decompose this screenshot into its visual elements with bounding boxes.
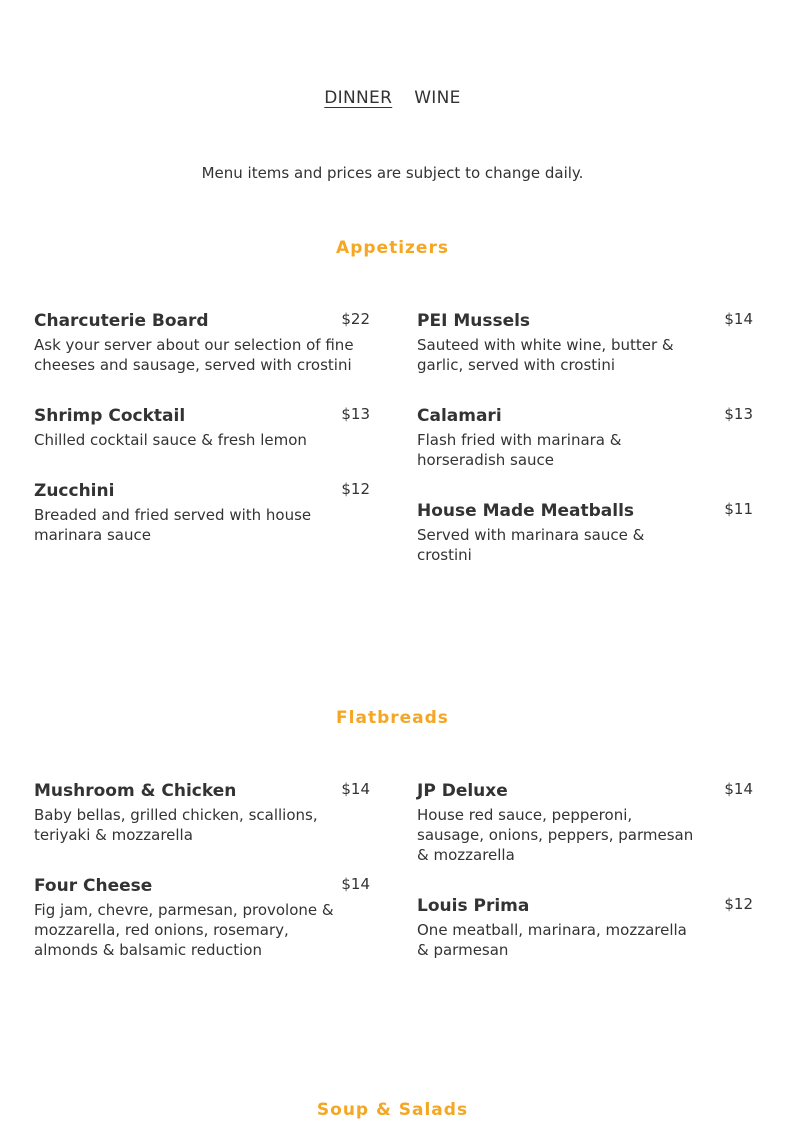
menu-item [417,780,753,865]
item-name: Shrimp Cocktail [34,406,186,426]
item-name: House Made Meatballs [417,501,635,521]
menu-item [417,310,753,375]
menu-item [34,310,370,375]
item-description: Breaded and fried served with house marinara sauce [34,506,312,544]
flatbreads-right-column [417,780,753,990]
item-name: Charcuterie Board [34,311,209,331]
item-description: Served with marinara sauce & crostini [417,526,645,564]
item-name: JP Deluxe [417,781,508,801]
item-description: House red sauce, pepperoni, sausage, onions, peppers, parmesan & mozzarella [417,806,694,864]
section-title-appetizers: Appetizers [336,238,449,258]
menu-item [417,895,753,960]
menu-item [34,780,370,845]
menu-notice: Menu items and prices are subject to change daily. [201,164,584,182]
item-price: $12 [341,480,370,498]
item-name: Calamari [417,406,502,426]
item-description: Chilled cocktail sauce & fresh lemon [34,431,307,449]
item-name: PEI Mussels [417,311,531,331]
menu-tabs [0,88,785,108]
item-price: $13 [724,405,753,423]
section-title-flatbreads: Flatbreads [336,708,449,728]
tab-wine[interactable]: WINE [414,88,461,108]
item-price: $14 [724,310,753,328]
menu-item [34,480,370,545]
item-price: $12 [724,895,753,913]
item-price: $14 [341,875,370,893]
menu-item [417,500,753,565]
appetizers-right-column [417,310,753,595]
menu-item [34,405,370,450]
menu-item [34,875,370,960]
flatbreads-left-column [34,780,370,990]
item-price: $11 [724,500,753,518]
item-description: Ask your server about our selection of fine cheeses and sausage, served with crostini [34,336,354,374]
item-description: Baby bellas, grilled chicken, scallions, teriyaki & mozzarella [34,806,318,844]
item-description: Fig jam, chevre, parmesan, provolone & mozzarella, red onions, rosemary, almonds & balsamic reduction [34,901,334,959]
item-name: Louis Prima [417,896,530,916]
item-name: Four Cheese [34,876,153,896]
item-description: Sauteed with white wine, butter & garlic, served with crostini [417,336,674,374]
menu-item [417,405,753,470]
section-title-soup-salads: Soup & Salads [316,1100,469,1120]
item-price: $14 [341,780,370,798]
item-name: Zucchini [34,481,115,501]
item-price: $22 [341,310,370,328]
item-description: One meatball, marinara, mozzarella & parmesan [417,921,687,959]
item-price: $14 [724,780,753,798]
tab-dinner[interactable]: DINNER [324,88,393,108]
appetizers-left-column [34,310,370,575]
item-price: $13 [341,405,370,423]
item-description: Flash fried with marinara & horseradish sauce [417,431,622,469]
item-name: Mushroom & Chicken [34,781,237,801]
